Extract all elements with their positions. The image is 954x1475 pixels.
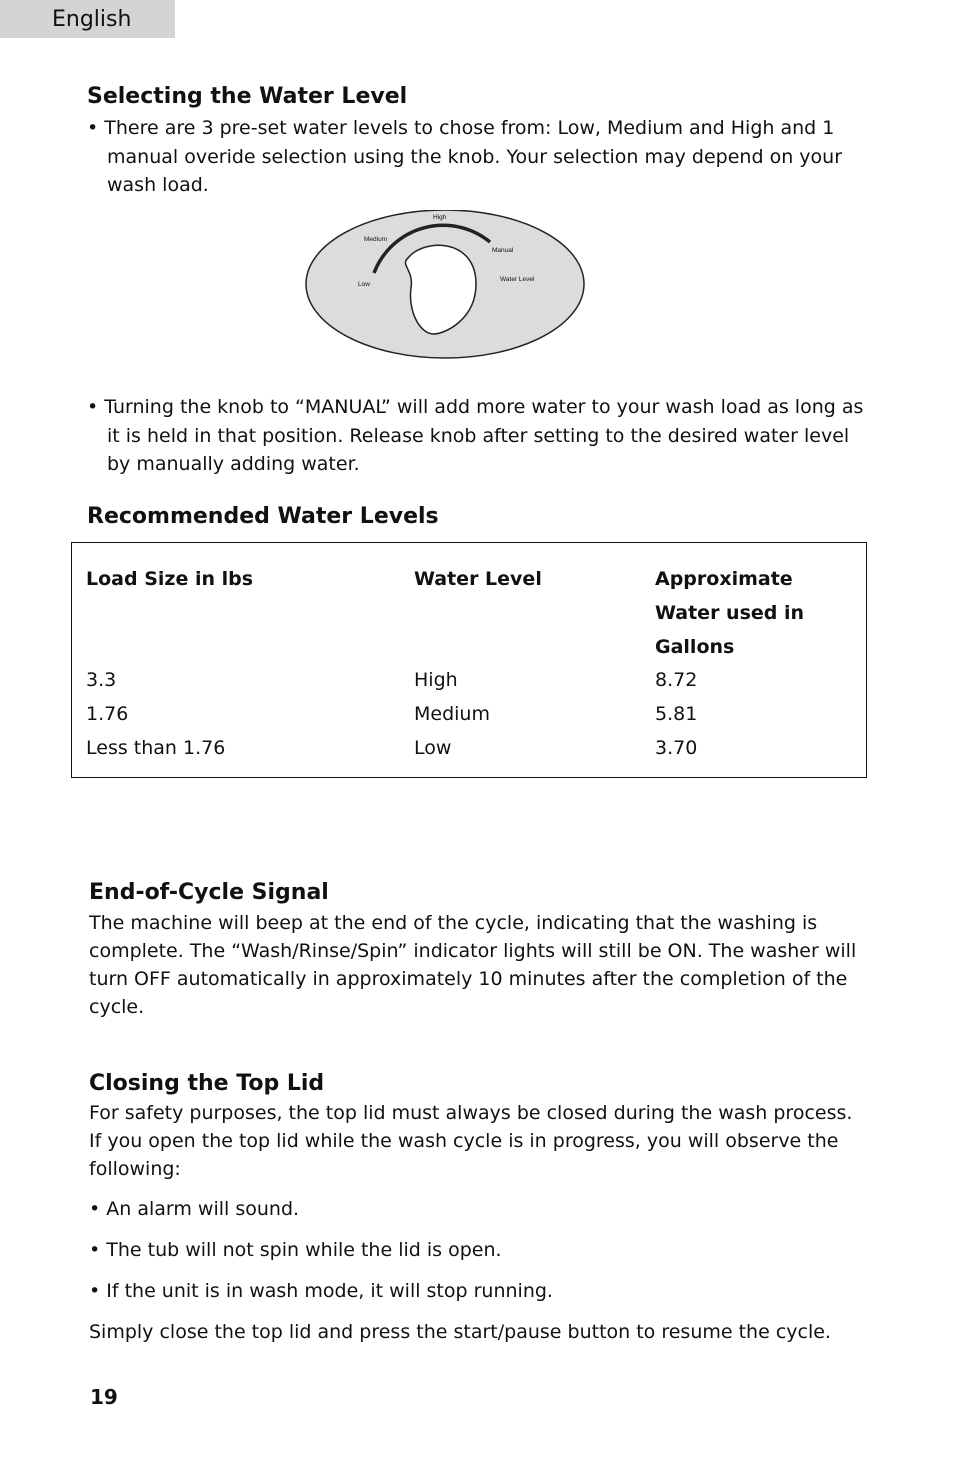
table-row-1-level: High (414, 669, 458, 691)
page-number: 19 (90, 1385, 118, 1409)
top-lid-bullet-1: • An alarm will sound. (89, 1198, 300, 1220)
water-level-table (71, 542, 867, 778)
top-lid-bullet-2: • The tub will not spin while the lid is open. (89, 1239, 502, 1261)
table-row-1-load: 3.3 (86, 669, 117, 691)
table-row-2-level: Medium (414, 703, 490, 725)
section-title-recommended: Recommended Water Levels (87, 504, 439, 529)
water-level-knob-figure (304, 210, 586, 360)
knob-label-low: Low (358, 281, 370, 288)
table-row-2-gallons: 5.81 (655, 703, 698, 725)
top-lid-closing: Simply close the top lid and press the start/pause button to resume the cycle. (89, 1321, 831, 1343)
header-gallons-line-2: Water used in (655, 602, 805, 624)
header-gallons-line-3: Gallons (655, 636, 735, 658)
water-level-bullet-2: • Turning the knob to “MANUAL” will add more water to your wash load as long as it is held in that position. Release knob after setting to the desired water level by manually adding water. (87, 396, 864, 475)
section-title-water-level: Selecting the Water Level (87, 84, 408, 109)
knob-label-manual: Manual (492, 247, 514, 254)
knob-label-water-level: Water Level (500, 276, 535, 283)
header-load-size: Load Size in lbs (86, 568, 254, 590)
water-level-bullet-1: • There are 3 pre-set water levels to chose from: Low, Medium and High and 1 manual overide selection using the knob. Your selection may depend on your wash load. (87, 117, 843, 196)
top-lid-bullet-3: • If the unit is in wash mode, it will stop running. (89, 1280, 553, 1302)
knob-diagram (304, 210, 586, 360)
table-row-3-gallons: 3.70 (655, 737, 698, 759)
knob-label-medium: Medium (364, 236, 388, 243)
top-lid-body: For safety purposes, the top lid must always be closed during the wash process. If you open the top lid while the wash cycle is in progress, you will observe the following: (89, 1102, 853, 1180)
table-row-2-load: 1.76 (86, 703, 129, 725)
knob-label-high: High (433, 214, 447, 221)
table-row-3-load: Less than 1.76 (86, 737, 226, 759)
language-tab: English (0, 0, 175, 38)
end-cycle-body: The machine will beep at the end of the cycle, indicating that the washing is complete. The “Wash/Rinse/Spin” indicator lights will still be ON. The washer will turn OFF automatically in approximately 10 minutes after the completion of the cycle. (89, 912, 857, 1018)
table-row-3-level: Low (414, 737, 452, 759)
section-title-end-cycle: End-of-Cycle Signal (89, 880, 329, 905)
header-gallons-line-1: Approximate (655, 568, 793, 590)
header-water-level: Water Level (414, 568, 542, 590)
table-row-1-gallons: 8.72 (655, 669, 698, 691)
section-title-top-lid: Closing the Top Lid (89, 1071, 325, 1096)
